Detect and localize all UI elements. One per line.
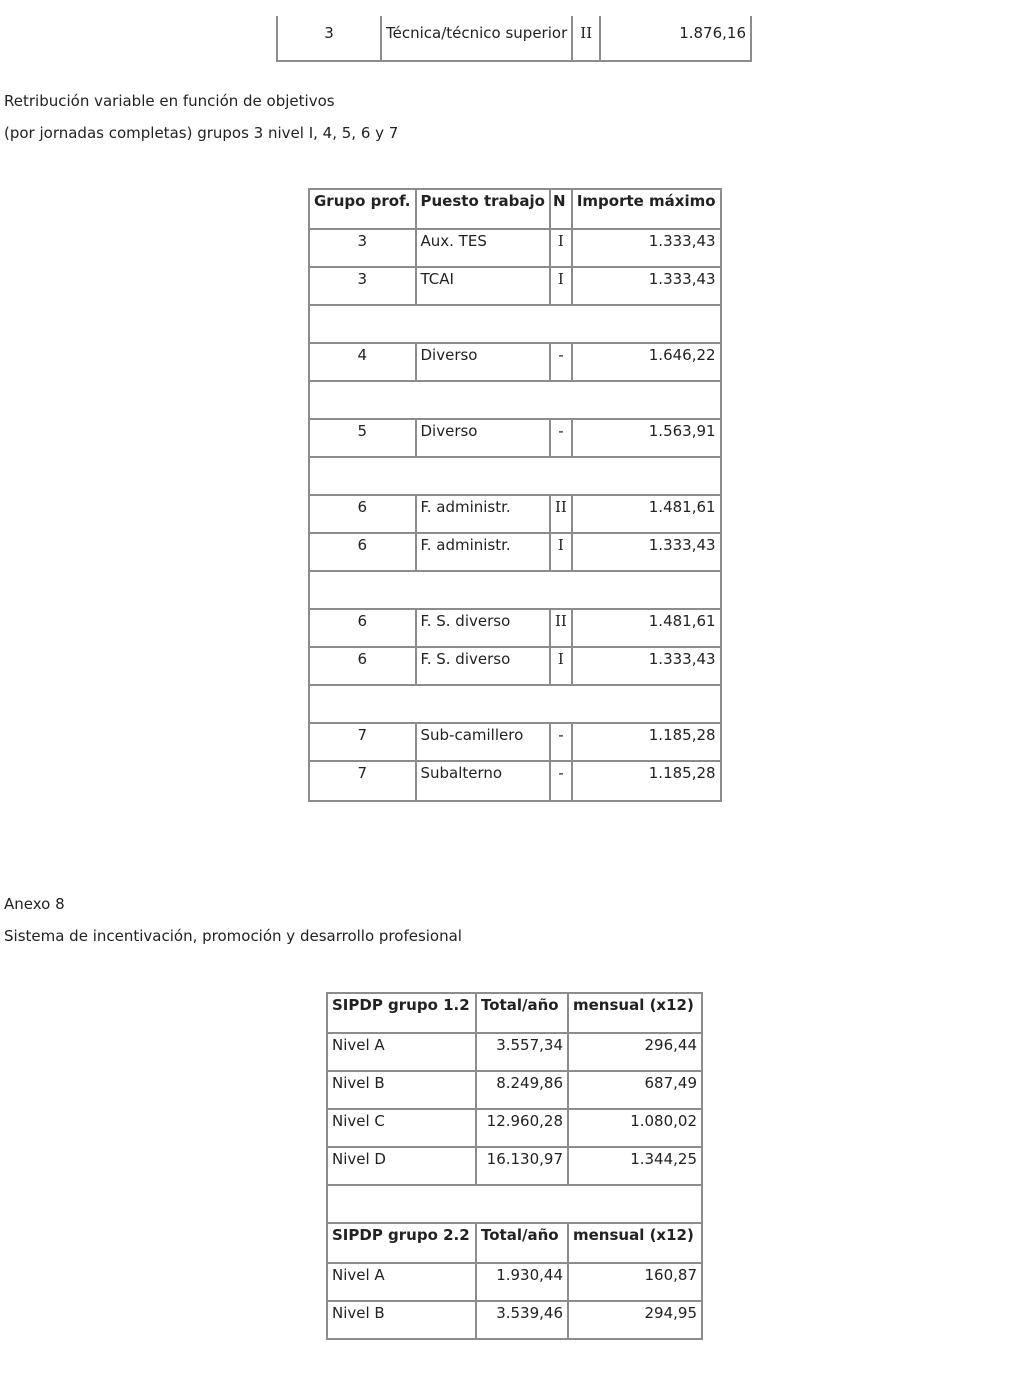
cell-level: - bbox=[551, 762, 573, 800]
cell-total-year: 3.539,46 bbox=[477, 1302, 569, 1340]
cell-amount: 1.563,91 bbox=[573, 420, 720, 458]
cell-level: - bbox=[551, 420, 573, 458]
table-spacer-row bbox=[310, 572, 720, 610]
header-total-year: Total/año bbox=[477, 994, 569, 1034]
table-spacer-row bbox=[328, 1186, 701, 1224]
table-spacer-row bbox=[310, 382, 720, 420]
cell-position: Sub-camillero bbox=[417, 724, 551, 762]
table-row bbox=[328, 1034, 701, 1072]
cell-amount: 1.481,61 bbox=[573, 610, 720, 648]
header-group: Grupo prof. bbox=[310, 190, 417, 230]
cell-position: Aux. TES bbox=[417, 230, 551, 268]
cell-amount: 1.185,28 bbox=[648, 764, 716, 782]
section-heading: Retribución variable en función de objetivos bbox=[4, 92, 335, 110]
table-spacer-row bbox=[310, 306, 720, 344]
spacer-cell bbox=[310, 306, 720, 344]
cell-position: Diverso bbox=[417, 420, 551, 458]
cell-monthly: 296,44 bbox=[569, 1034, 701, 1072]
table-row bbox=[328, 1148, 701, 1186]
cell-position: TCAI bbox=[417, 268, 551, 306]
table-row bbox=[310, 762, 720, 800]
cell-level: II bbox=[551, 496, 573, 534]
cell-group: 6 bbox=[310, 534, 417, 572]
cell-level-name: Nivel B bbox=[328, 1302, 477, 1340]
header-sipdp-group: SIPDP grupo 2.2 bbox=[328, 1224, 477, 1264]
header-monthly: mensual (x12) bbox=[569, 1224, 701, 1264]
table-row bbox=[328, 1302, 701, 1340]
cell-amount: 1.333,43 bbox=[573, 648, 720, 686]
header-position: Puesto trabajo bbox=[417, 190, 551, 230]
cell-amount: 1.481,61 bbox=[573, 496, 720, 534]
cell-level: I bbox=[551, 534, 573, 572]
cell-monthly: 160,87 bbox=[569, 1264, 701, 1302]
table-row bbox=[328, 1264, 701, 1302]
table-header-row bbox=[310, 190, 720, 230]
header-level: N bbox=[551, 190, 573, 230]
cell-level-name: Nivel A bbox=[328, 1264, 477, 1302]
table-row bbox=[310, 534, 720, 572]
cell-amount: 1.333,43 bbox=[573, 230, 720, 268]
cell-position: F. S. diverso bbox=[417, 610, 551, 648]
cell-level-name: Nivel D bbox=[328, 1148, 477, 1186]
cell-total-year: 12.960,28 bbox=[477, 1110, 569, 1148]
header-total-year: Total/año bbox=[477, 1224, 569, 1264]
cell-position: F. S. diverso bbox=[417, 648, 551, 686]
cell-group: 6 bbox=[310, 610, 417, 648]
cell-total-year: 16.130,97 bbox=[477, 1148, 569, 1186]
header-monthly: mensual (x12) bbox=[569, 994, 701, 1034]
cell-position: Técnica/técnico superior bbox=[382, 16, 573, 60]
cell-position: Subalterno bbox=[417, 762, 551, 800]
cell-position: F. administr. bbox=[417, 496, 551, 534]
cell-group: 3 bbox=[310, 230, 417, 268]
cell-level: - bbox=[551, 344, 573, 382]
cell-group: 6 bbox=[310, 496, 417, 534]
spacer-cell bbox=[310, 382, 720, 420]
spacer-cell bbox=[310, 572, 720, 610]
variable-pay-table bbox=[308, 188, 722, 802]
cell-amount: 1.185,28 bbox=[573, 724, 720, 762]
header-sipdp-group: SIPDP grupo 1.2 bbox=[328, 994, 477, 1034]
cell-level: II bbox=[551, 610, 573, 648]
table-spacer-row bbox=[310, 458, 720, 496]
cell-group: 4 bbox=[310, 344, 417, 382]
cell-amount: 1.333,43 bbox=[573, 268, 720, 306]
cell-level-name: Nivel B bbox=[328, 1072, 477, 1110]
cell-group: 3 bbox=[278, 16, 382, 60]
table-row bbox=[310, 724, 720, 762]
cell-level: II bbox=[573, 16, 601, 60]
cell-monthly: 1.344,25 bbox=[569, 1148, 701, 1186]
table-row bbox=[310, 496, 720, 534]
cell-amount: 1.876,16 bbox=[679, 24, 746, 42]
spacer-cell bbox=[328, 1186, 701, 1224]
cell-level: I bbox=[551, 268, 573, 306]
spacer-cell bbox=[310, 458, 720, 496]
table-row bbox=[310, 648, 720, 686]
cell-level: - bbox=[551, 724, 573, 762]
cell-monthly: 294,95 bbox=[569, 1302, 701, 1340]
cell-total-year: 8.249,86 bbox=[477, 1072, 569, 1110]
cell-group: 7 bbox=[310, 724, 417, 762]
table-row bbox=[310, 230, 720, 268]
table-continued bbox=[276, 16, 752, 62]
cell-level-name: Nivel A bbox=[328, 1034, 477, 1072]
sipdp-table bbox=[326, 992, 703, 1340]
header-amount: Importe máximo bbox=[573, 190, 720, 230]
table-header-row bbox=[328, 1224, 701, 1264]
cell-level: I bbox=[551, 230, 573, 268]
table-row bbox=[310, 610, 720, 648]
cell-group: 6 bbox=[310, 648, 417, 686]
table-row bbox=[310, 268, 720, 306]
cell-monthly: 687,49 bbox=[569, 1072, 701, 1110]
cell-amount: 1.646,22 bbox=[573, 344, 720, 382]
cell-position: F. administr. bbox=[417, 534, 551, 572]
table-header-row bbox=[328, 994, 701, 1034]
annex-title: Anexo 8 bbox=[4, 895, 65, 913]
table-spacer-row bbox=[310, 686, 720, 724]
cell-group: 3 bbox=[310, 268, 417, 306]
section-subheading: (por jornadas completas) grupos 3 nivel I, 4, 5, 6 y 7 bbox=[4, 124, 399, 142]
cell-group: 5 bbox=[310, 420, 417, 458]
table-row bbox=[310, 344, 720, 382]
cell-level: I bbox=[551, 648, 573, 686]
spacer-cell bbox=[310, 686, 720, 724]
cell-level-name: Nivel C bbox=[328, 1110, 477, 1148]
cell-total-year: 3.557,34 bbox=[477, 1034, 569, 1072]
table-row bbox=[310, 420, 720, 458]
cell-amount: 1.333,43 bbox=[573, 534, 720, 572]
table-row bbox=[328, 1072, 701, 1110]
cell-group: 7 bbox=[310, 762, 417, 800]
table-row bbox=[328, 1110, 701, 1148]
cell-position: Diverso bbox=[417, 344, 551, 382]
cell-total-year: 1.930,44 bbox=[477, 1264, 569, 1302]
table-row bbox=[278, 16, 750, 60]
annex-subtitle: Sistema de incentivación, promoción y desarrollo profesional bbox=[4, 927, 462, 945]
cell-monthly: 1.080,02 bbox=[569, 1110, 701, 1148]
